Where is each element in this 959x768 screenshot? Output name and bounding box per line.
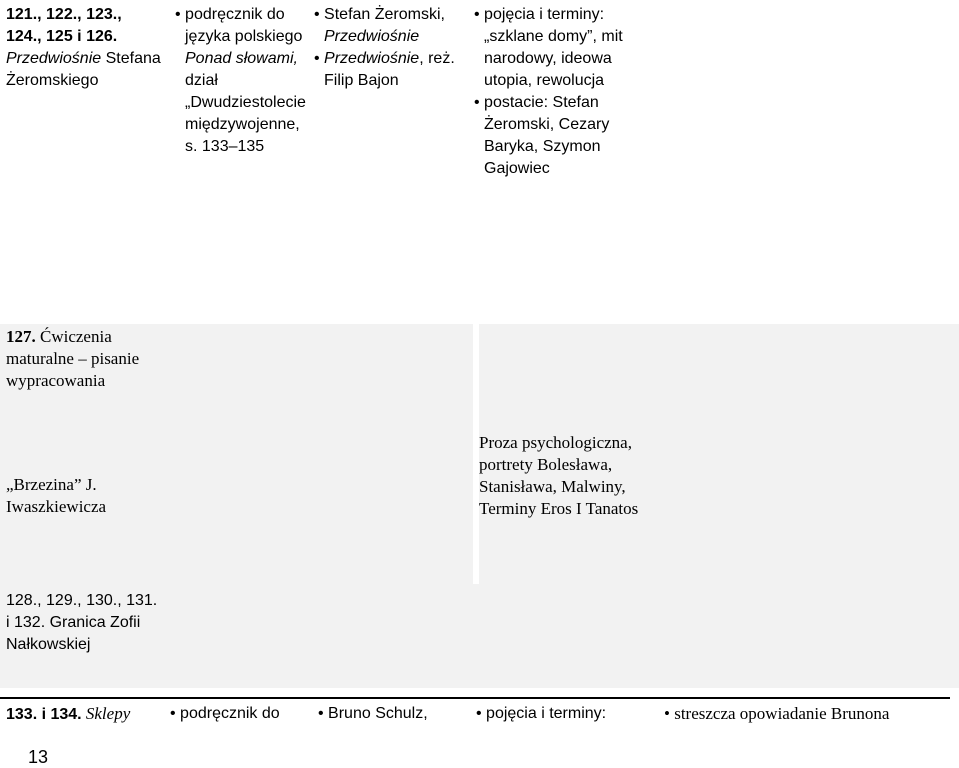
- row2-right-cell: [479, 324, 959, 420]
- row5-cell-4: • pojęcia i terminy:: [476, 703, 606, 725]
- row5-cell-5: • streszcza opowiadanie Brunona: [664, 703, 889, 725]
- material-film: Przedwiośnie: [324, 50, 420, 67]
- lesson-numbers-133-134: 133. i 134.: [6, 706, 82, 723]
- row4-topic-cell: 128., 129., 130., 131. i 132. Granica Zofii Nałkowskiej: [0, 584, 959, 688]
- terms-note: Terminy Eros I Tanatos: [479, 499, 639, 518]
- book-title: Przedwiośnie: [6, 50, 102, 67]
- lesson-number-127: 127.: [6, 327, 36, 346]
- sklepy-title: Sklepy: [85, 704, 131, 723]
- row1-concepts-cell: • pojęcia i terminy: „szklane domy”, mit narodowy, ideowa utopia, rewolucja • postacie: Stefan Żeromski, Cezary Baryka, Szymon Gajowiec: [470, 0, 660, 300]
- row3-notes-cell: Proza psychologiczna, portrety Bolesława, Stanisława, Malwiny, Terminy Eros I Tanatos: [479, 420, 959, 584]
- page-range: s. 133–135: [185, 138, 265, 155]
- row3-topic-cell: [0, 420, 473, 584]
- prose-note: Proza psychologiczna,: [479, 433, 632, 452]
- row1-topic-cell: 121., 122., 123., 124., 125 i 126. Przedwiośnie Stefana Żeromskiego: [0, 0, 170, 300]
- row5-cell-2: • podręcznik do: [170, 703, 280, 725]
- row5-cell-3: • Bruno Schulz,: [318, 703, 428, 725]
- lesson-numbers-cont: 124., 125 i 126.: [6, 28, 118, 45]
- row2-topic-cell: 127. Ćwiczenia maturalne – pisanie wypracowania: [0, 324, 473, 420]
- textbook-bullet: • podręcznik do: [175, 4, 306, 26]
- concepts-bullet: • pojęcia i terminy:: [474, 4, 623, 26]
- table-rule: [0, 697, 950, 699]
- row5-cell-1: [6, 703, 130, 726]
- material-book: • Stefan Żeromski,: [314, 4, 455, 26]
- row1-textbook-cell: • podręcznik do języka polskiego Ponad słowami, dział „Dwudziestolecie międzywojenne, s. 133–135: [165, 0, 313, 300]
- book-author: Żeromskiego: [6, 72, 99, 89]
- film-director: Filip Bajon: [324, 72, 399, 89]
- lesson-numbers: 121., 122., 123.,: [6, 6, 122, 23]
- brzezina-title: „Brzezina” J.: [6, 475, 97, 494]
- page-number: 13: [28, 747, 49, 767]
- row1-materials-cell: • Stefan Żeromski, Przedwiośnie • Przedwiośnie, reż. Filip Bajon: [310, 0, 470, 300]
- characters-bullet: • postacie: Stefan: [474, 92, 623, 114]
- lesson-numbers-128-132: 128., 129., 130., 131.: [6, 592, 158, 609]
- textbook-title: Ponad słowami,: [185, 50, 298, 67]
- granica-title: i 132. Granica Zofii: [6, 614, 141, 631]
- brzezina-author: Iwaszkiewicza: [6, 497, 107, 516]
